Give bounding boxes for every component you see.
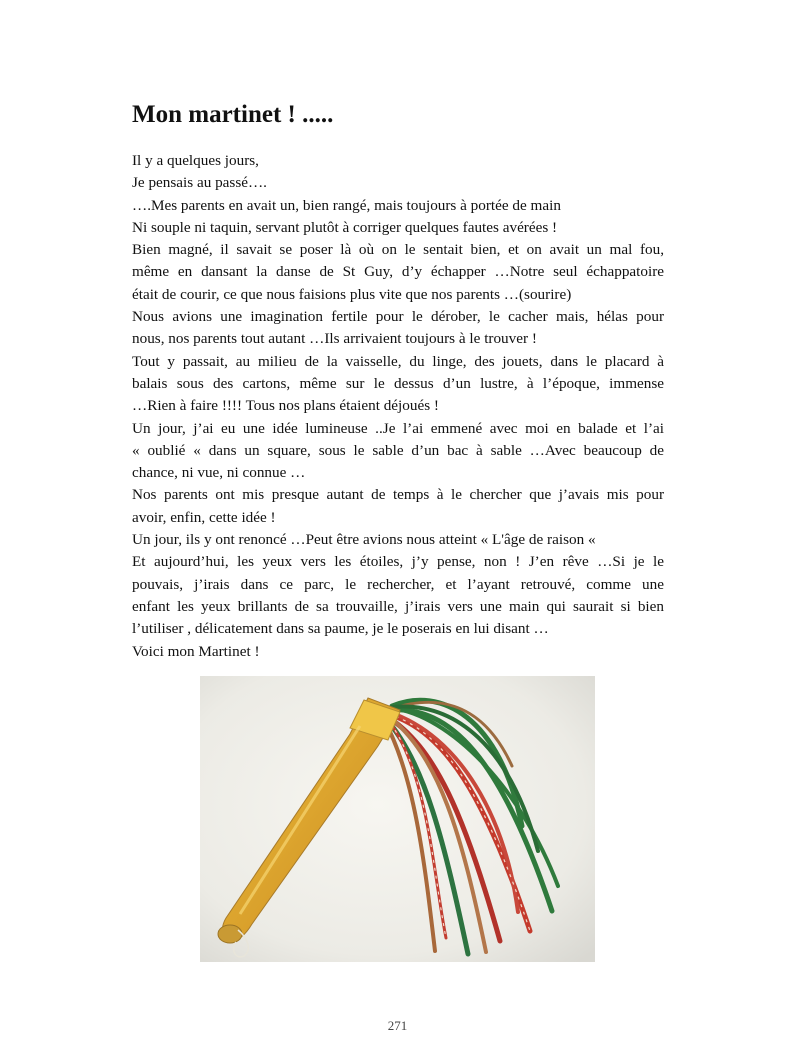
text-line: enfant les yeux brillants de sa trouvaille, j’irais vers une main qui saurait si bien [132, 597, 664, 615]
text-line: Et aujourd’hui, les yeux vers les étoiles, j’y pense, non ! J’en rêve …Si je le [132, 553, 664, 571]
text-line: Je pensais au passé…. [132, 174, 267, 192]
text-line: balais sous des cartons, même sur le dessus d’un lustre, à l’époque, immense [132, 374, 664, 392]
text-line: Bien magné, il savait se poser là où on le sentait bien, et on avait un mal fou, [132, 241, 664, 259]
text-line: Nous avions une imagination fertile pour le dérober, le cacher mais, hélas pour [132, 308, 664, 326]
text-line: chance, ni vue, ni connue … [132, 464, 306, 482]
text-line: avoir, enfin, cette idée ! [132, 508, 276, 526]
body-text [132, 150, 664, 663]
page-title: Mon martinet ! ..... [132, 101, 334, 128]
text-line: pouvais, j’irais dans ce parc, le rechercher, et l’ayant retrouvé, comme une [132, 575, 664, 593]
page-number: 271 [387, 1018, 408, 1033]
text-line: …Rien à faire !!!! Tous nos plans étaient déjoués ! [132, 397, 439, 415]
text-line: était de courir, ce que nous faisions plus vite que nos parents …(sourire) [132, 285, 572, 303]
text-line: Un jour, ils y ont renoncé …Peut être avions nous atteint « L'âge de raison « [132, 531, 596, 549]
text-line: « oublié « dans un square, sous le sable d’un bac à sable …Avec beaucoup de [132, 441, 664, 459]
text-line: Nos parents ont mis presque autant de temps à le chercher que j’avais mis pour [132, 486, 664, 504]
text-line: ….Mes parents en avait un, bien rangé, mais toujours à portée de main [132, 196, 561, 214]
martinet-photo [200, 676, 595, 962]
text-line: Un jour, j’ai eu une idée lumineuse ..Je l’ai emmené avec moi en balade et l’ai [132, 419, 664, 437]
text-line: Tout y passait, au milieu de la vaisselle, du linge, des jouets, dans le placard à [132, 352, 664, 370]
text-line: l’utiliser , délicatement dans sa paume, je le poserais en lui disant … [132, 620, 549, 638]
text-line: nous, nos parents tout autant …Ils arrivaient toujours à le trouver ! [132, 330, 537, 348]
text-line: Il y a quelques jours, [132, 152, 259, 169]
text-line: même en dansant la danse de St Guy, d’y échapper …Notre seul échappatoire [132, 263, 664, 281]
text-line: Ni souple ni taquin, servant plutôt à corriger quelques fautes avérées ! [132, 218, 558, 236]
text-line: Voici mon Martinet ! [132, 642, 260, 660]
